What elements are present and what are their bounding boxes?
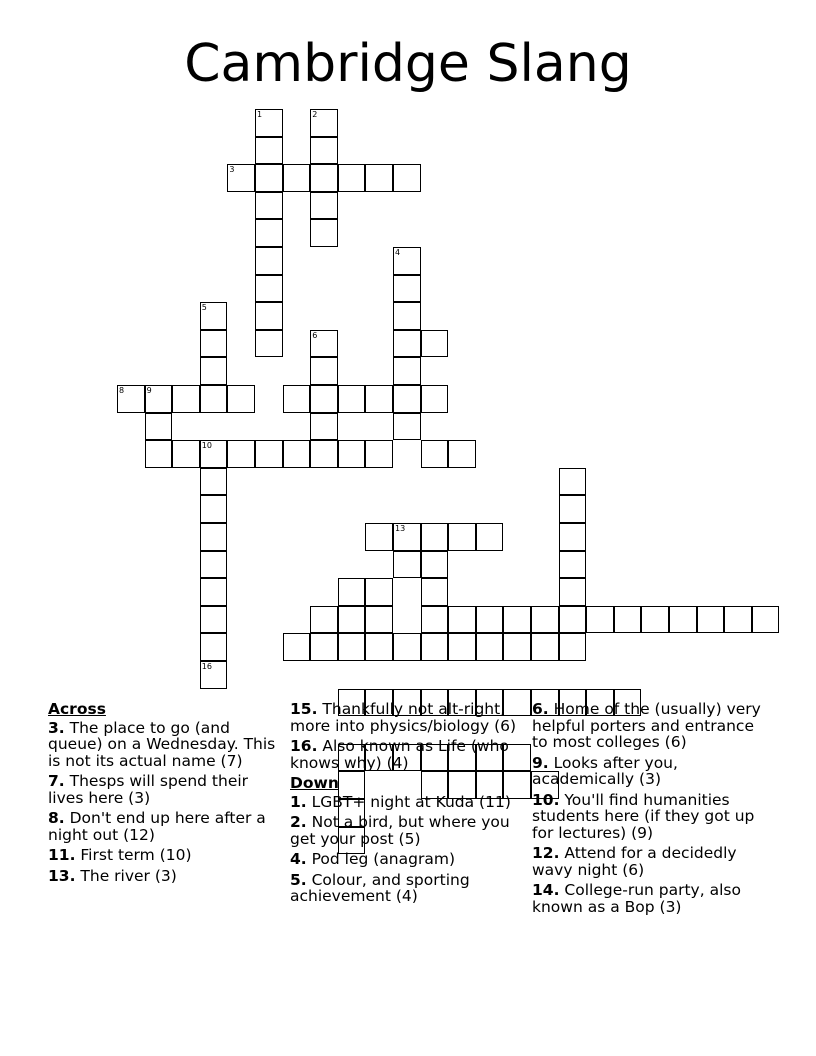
clue-item-text: Thesps will spend their lives here (3)	[48, 772, 249, 807]
grid-cell[interactable]	[255, 247, 283, 275]
grid-cell[interactable]	[421, 578, 449, 606]
clue-item-text: Also known as Life (who knows why) (4)	[290, 737, 509, 772]
clue-number: 10	[201, 441, 212, 451]
grid-cell[interactable]	[310, 357, 338, 385]
clue-item-number: 13.	[48, 866, 76, 885]
clue-item	[532, 755, 767, 788]
grid-cell[interactable]	[172, 385, 200, 413]
clue-item	[48, 868, 280, 885]
grid-cell[interactable]	[200, 551, 228, 579]
clue-item-text: Don't end up here after a night out (12)	[48, 809, 266, 844]
grid-cell[interactable]	[448, 606, 476, 634]
clue-item-number: 15.	[290, 700, 318, 718]
grid-cell[interactable]	[503, 633, 531, 661]
grid-cell[interactable]	[724, 606, 752, 634]
grid-cell[interactable]	[255, 275, 283, 303]
across-clue-list	[48, 720, 280, 885]
clue-number: 13	[395, 524, 406, 533]
grid-cell[interactable]	[200, 523, 228, 551]
clue-item-text: You'll find humanities students here (if they got up for lectures) (9)	[532, 790, 755, 842]
clue-item	[48, 810, 280, 843]
down-header: Down	[290, 774, 339, 792]
clue-item	[532, 792, 767, 842]
grid-cell[interactable]	[338, 578, 366, 606]
grid-cell[interactable]	[338, 440, 366, 468]
grid-cell[interactable]	[393, 551, 421, 579]
clue-item-number: 1.	[290, 792, 307, 811]
grid-cell[interactable]	[393, 385, 421, 413]
clue-item-number: 14.	[532, 881, 560, 899]
clue-item-number: 3.	[48, 718, 65, 737]
grid-cell[interactable]	[200, 578, 228, 606]
grid-cell[interactable]	[669, 606, 697, 634]
grid-cell[interactable]	[200, 661, 228, 689]
grid-cell[interactable]	[421, 633, 449, 661]
grid-cell[interactable]	[365, 633, 393, 661]
grid-cell[interactable]	[255, 219, 283, 247]
grid-cell[interactable]	[227, 164, 255, 192]
clue-item-text: First term (10)	[75, 846, 192, 864]
grid-cell[interactable]	[393, 357, 421, 385]
clues-column-1	[48, 701, 280, 888]
grid-cell[interactable]	[255, 440, 283, 468]
grid-cell[interactable]	[559, 633, 587, 661]
grid-cell[interactable]	[200, 440, 228, 468]
grid-cell[interactable]	[338, 385, 366, 413]
across-header: Across	[48, 700, 106, 718]
grid-cell[interactable]	[310, 606, 338, 634]
grid-cell[interactable]	[559, 468, 587, 496]
grid-cell[interactable]	[586, 606, 614, 634]
clue-item	[48, 720, 280, 770]
clue-item	[290, 701, 520, 734]
clue-item-text: Home of the (usually) very helpful porters and entrance to most colleges (6)	[532, 700, 761, 751]
clue-item-number: 16.	[290, 737, 318, 755]
grid-cell[interactable]	[200, 606, 228, 634]
clue-item-number: 10.	[532, 790, 560, 809]
grid-cell[interactable]	[476, 523, 504, 551]
grid-cell[interactable]	[283, 440, 311, 468]
grid-cell[interactable]	[310, 164, 338, 192]
clue-item-text: Pod leg (anagram)	[306, 850, 455, 868]
grid-cell[interactable]	[145, 440, 173, 468]
clue-item-number: 11.	[48, 846, 76, 864]
grid-cell[interactable]	[393, 275, 421, 303]
grid-cell[interactable]	[310, 385, 338, 413]
clue-item-text: Attend for a decidedly wavy night (6)	[532, 844, 737, 879]
clue-number: 5	[201, 303, 207, 313]
grid-cell[interactable]	[559, 606, 587, 634]
grid-cell[interactable]	[476, 633, 504, 661]
down-clue-list-continued	[532, 701, 767, 915]
clue-item-number: 9.	[532, 753, 549, 772]
clue-item	[290, 794, 520, 811]
grid-cell[interactable]	[200, 357, 228, 385]
grid-cell[interactable]	[310, 219, 338, 247]
grid-cell[interactable]	[393, 330, 421, 358]
grid-cell[interactable]	[283, 385, 311, 413]
grid-cell[interactable]	[227, 440, 255, 468]
clue-number: 16	[201, 662, 212, 671]
clue-number: 8	[119, 386, 125, 395]
grid-cell[interactable]	[310, 633, 338, 661]
grid-cell[interactable]	[365, 164, 393, 192]
grid-cell[interactable]	[393, 247, 421, 275]
grid-cell[interactable]	[393, 413, 421, 441]
grid-cell[interactable]	[476, 606, 504, 634]
grid-cell[interactable]	[255, 302, 283, 330]
clue-number: 6	[312, 330, 318, 340]
grid-cell[interactable]	[310, 109, 338, 137]
puzzle-title: Cambridge Slang	[184, 34, 632, 94]
clue-item	[48, 773, 280, 806]
clue-item	[532, 845, 767, 878]
clue-number: 1	[257, 110, 263, 119]
grid-cell[interactable]	[365, 606, 393, 634]
clue-item-number: 6.	[532, 700, 549, 718]
clue-item-number: 8.	[48, 809, 65, 827]
grid-cell[interactable]	[421, 440, 449, 468]
grid-cell[interactable]	[338, 606, 366, 634]
clue-item-text: Looks after you, academically (3)	[532, 753, 678, 788]
grid-cell[interactable]	[365, 440, 393, 468]
grid-cell[interactable]	[310, 440, 338, 468]
clue-item-text: Colour, and sporting achievement (4)	[290, 870, 470, 905]
clue-item	[290, 851, 520, 868]
clue-item-text: The river (3)	[75, 866, 177, 885]
clue-item-number: 7.	[48, 772, 65, 790]
grid-cell[interactable]	[255, 192, 283, 220]
grid-cell[interactable]	[200, 495, 228, 523]
clue-number: 9	[146, 386, 152, 395]
grid-cell[interactable]	[310, 137, 338, 165]
grid-cell[interactable]	[393, 302, 421, 330]
grid-cell[interactable]	[393, 633, 421, 661]
clue-item-text: Thankfully not alt-right, more into physics/biology (6)	[290, 700, 517, 735]
grid-cell[interactable]	[641, 606, 669, 634]
grid-cell[interactable]	[338, 633, 366, 661]
clue-item-text: Not a bird, but where you get your post (5)	[290, 813, 510, 848]
grid-cell[interactable]	[752, 606, 780, 634]
clue-item-text: LGBT+ night at Kuda (11)	[306, 792, 511, 811]
across-clue-list-continued	[290, 701, 520, 771]
grid-cell[interactable]	[559, 495, 587, 523]
grid-cell[interactable]	[255, 164, 283, 192]
clue-number: 4	[395, 248, 401, 257]
grid-cell[interactable]	[227, 385, 255, 413]
clue-item-text: The place to go (and queue) on a Wednesday. This is not its actual name (7)	[48, 718, 276, 770]
grid-cell[interactable]	[283, 164, 311, 192]
clue-number: 2	[312, 110, 318, 119]
grid-cell[interactable]	[448, 440, 476, 468]
clue-item-number: 12.	[532, 844, 560, 862]
grid-cell[interactable]	[145, 385, 173, 413]
clue-item	[290, 738, 520, 771]
grid-cell[interactable]	[200, 330, 228, 358]
grid-cell[interactable]	[200, 385, 228, 413]
grid-cell[interactable]	[531, 606, 559, 634]
grid-cell[interactable]	[145, 413, 173, 441]
clues-column-3	[532, 701, 767, 919]
grid-cell[interactable]	[448, 523, 476, 551]
grid-cell[interactable]	[393, 164, 421, 192]
clue-item	[532, 701, 767, 751]
clue-item-text: College-run party, also known as a Bop (3)	[532, 881, 741, 916]
grid-cell[interactable]	[255, 109, 283, 137]
grid-cell[interactable]	[697, 606, 725, 634]
grid-cell[interactable]	[365, 578, 393, 606]
grid-cell[interactable]	[172, 440, 200, 468]
grid-cell[interactable]	[448, 633, 476, 661]
grid-cell[interactable]	[117, 385, 145, 413]
grid-cell[interactable]	[310, 192, 338, 220]
grid-cell[interactable]	[283, 633, 311, 661]
grid-cell[interactable]	[421, 330, 449, 358]
grid-cell[interactable]	[421, 606, 449, 634]
grid-cell[interactable]	[614, 606, 642, 634]
grid-cell[interactable]	[421, 385, 449, 413]
clue-item-number: 4.	[290, 850, 307, 868]
grid-cell[interactable]	[559, 523, 587, 551]
clue-item-number: 5.	[290, 870, 307, 889]
grid-cell[interactable]	[200, 468, 228, 496]
grid-cell[interactable]	[310, 413, 338, 441]
grid-cell[interactable]	[255, 330, 283, 358]
grid-cell[interactable]	[338, 164, 366, 192]
clue-item	[290, 814, 520, 847]
grid-cell[interactable]	[531, 633, 559, 661]
grid-cell[interactable]	[393, 523, 421, 551]
grid-cell[interactable]	[559, 551, 587, 579]
grid-cell[interactable]	[365, 523, 393, 551]
down-clue-list	[290, 794, 520, 905]
grid-cell[interactable]	[421, 523, 449, 551]
grid-cell[interactable]	[421, 551, 449, 579]
grid-cell[interactable]	[365, 385, 393, 413]
grid-cell[interactable]	[200, 302, 228, 330]
grid-cell[interactable]	[255, 137, 283, 165]
clue-item-number: 2.	[290, 813, 307, 831]
grid-cell[interactable]	[200, 633, 228, 661]
clue-item	[532, 882, 767, 915]
grid-cell[interactable]	[559, 578, 587, 606]
clue-item	[290, 872, 520, 905]
grid-cell[interactable]	[310, 330, 338, 358]
clue-item	[48, 847, 280, 864]
grid-cell[interactable]	[503, 606, 531, 634]
clues-column-2	[290, 701, 520, 909]
clue-number: 3	[229, 165, 235, 175]
